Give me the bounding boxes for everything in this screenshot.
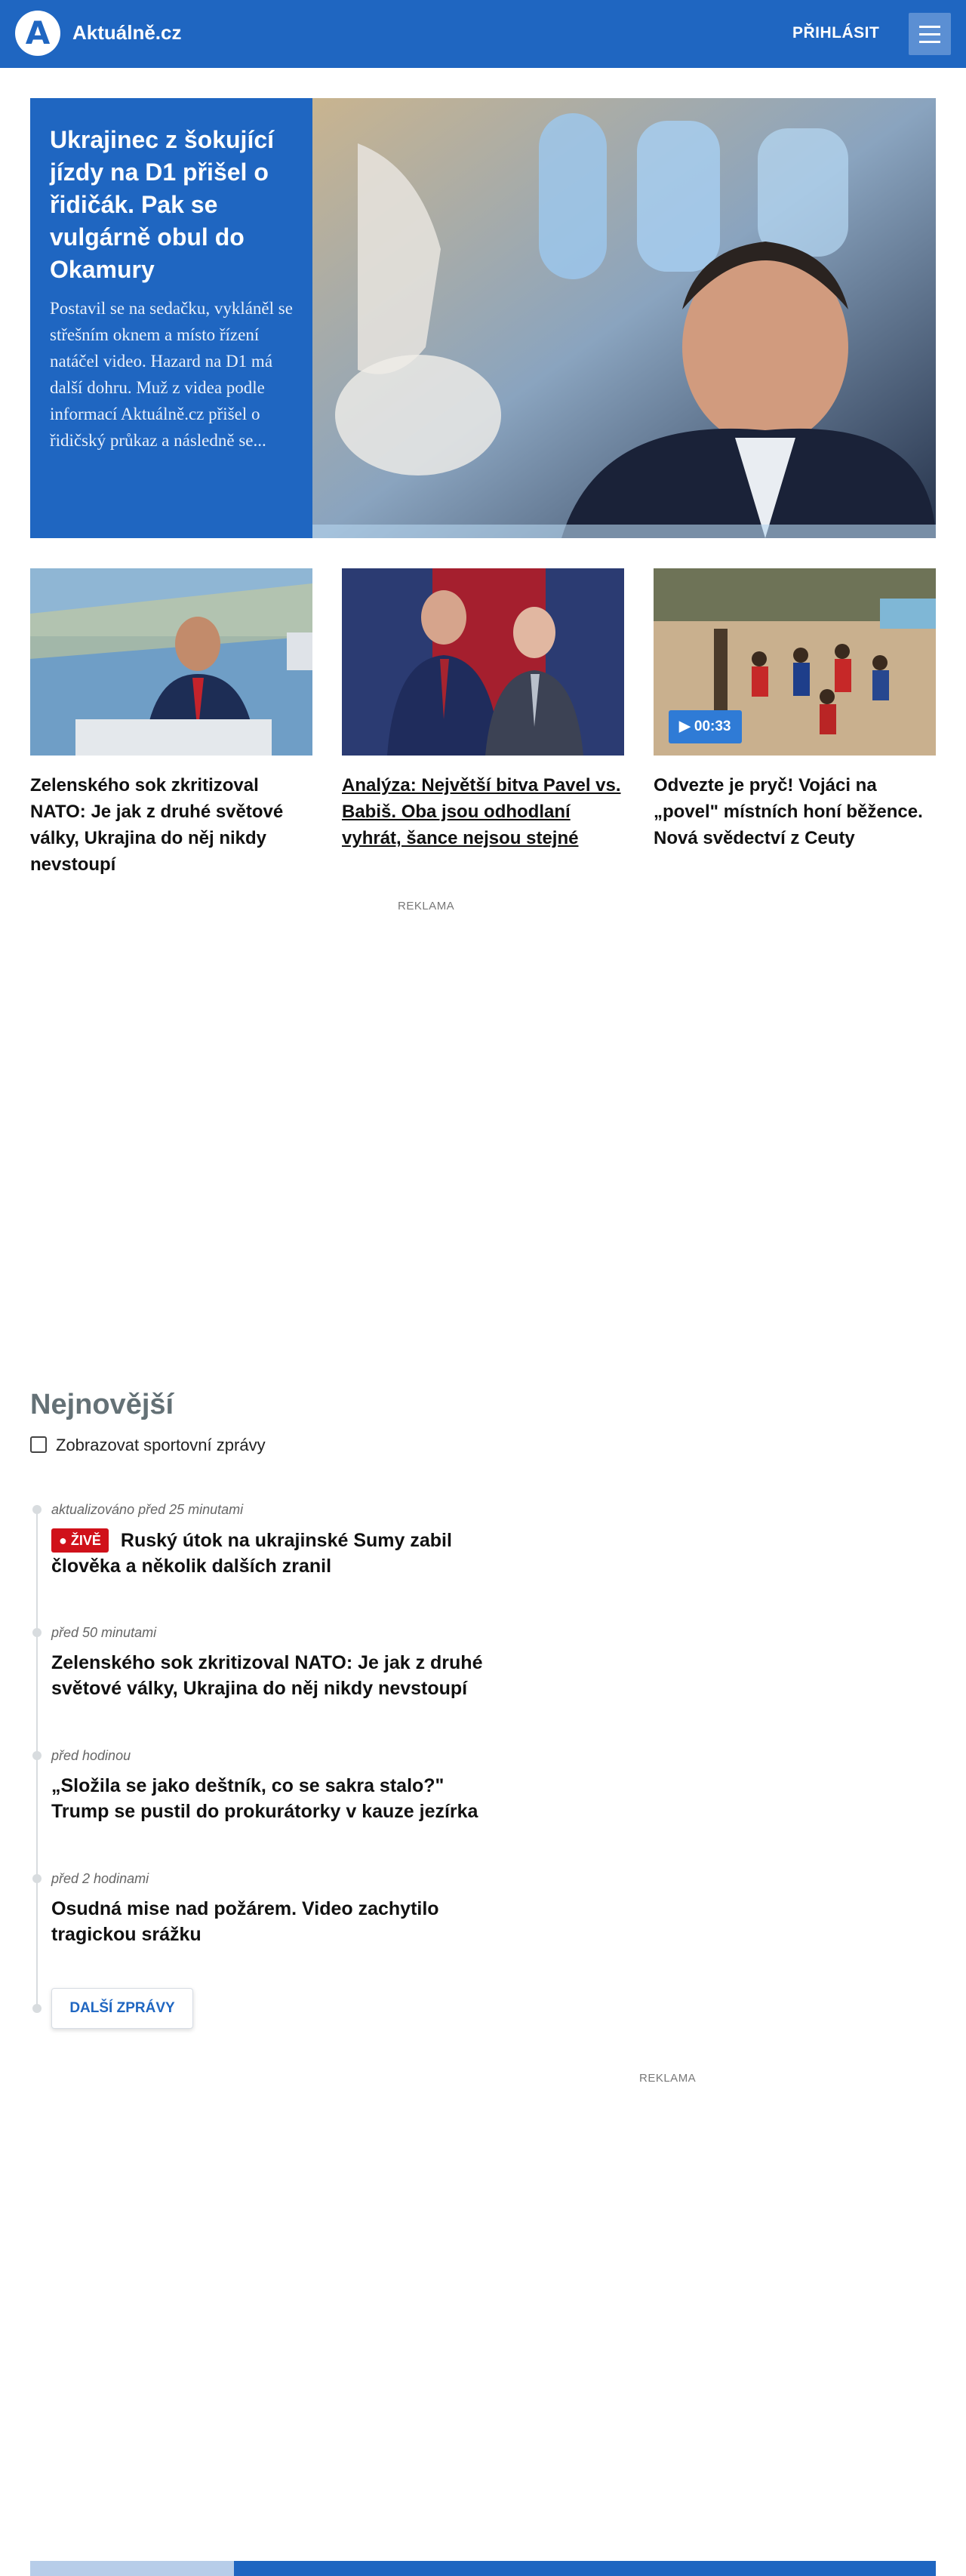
more-news-button[interactable]: DALŠÍ ZPRÁVY [51, 1988, 193, 2029]
news-time: před 2 hodinami [51, 1871, 149, 1886]
article-image[interactable] [342, 568, 624, 756]
article-image[interactable] [30, 568, 312, 756]
site-name[interactable]: Aktuálně.cz [72, 21, 182, 44]
timeline-dot [32, 1874, 42, 1883]
bottom-section-tab[interactable] [30, 2561, 234, 2576]
timeline-dot [32, 1628, 42, 1637]
timeline-dot [32, 2004, 42, 2013]
live-badge: ● ŽIVĚ [51, 1528, 109, 1553]
ad-label: REKLAMA [639, 2072, 697, 2085]
play-icon: ▶ [679, 719, 691, 734]
hero-title[interactable]: Ukrajinec z šokující jízdy na D1 přišel o řidičák. Pak se vulgárně obul do Okamury [50, 126, 275, 283]
site-logo[interactable] [15, 11, 60, 56]
hero-text [50, 124, 295, 454]
hero-article[interactable] [30, 98, 936, 538]
news-title[interactable] [51, 1528, 504, 1579]
news-title[interactable]: Osudná mise nad požárem. Video zachytilo tragickou srážku [51, 1898, 439, 1945]
sport-checkbox[interactable] [30, 1436, 47, 1453]
hero-perex: Postavil se na sedačku, vykláněl se střešním oknem a místo řízení natáčel video. Hazard na D1 má další dohru. Muž z videa podle informací Aktuálně.cz přišel o řidičský průkaz a následně se... [50, 299, 293, 450]
timeline-dot [32, 1751, 42, 1760]
latest-heading: Nejnovější [30, 1389, 174, 1420]
news-time: před hodinou [51, 1748, 131, 1763]
ad-label: REKLAMA [398, 900, 455, 913]
hero-photo [312, 98, 936, 538]
logo-letter: A [25, 14, 51, 51]
top-navigation-bar [0, 0, 966, 68]
menu-button[interactable] [909, 13, 951, 55]
article-card[interactable] [342, 568, 624, 851]
article-photo [30, 568, 312, 756]
news-time: aktualizováno před 25 minutami [51, 1502, 244, 1517]
article-title[interactable]: Zelenského sok zkritizoval NATO: Je jak z druhé světové války, Ukrajina do něj nikdy nevstoupí [30, 775, 284, 875]
article-title[interactable]: Analýza: Největší bitva Pavel vs. Babiš. Oba jsou odhodlaní vyhrát, šance nejsou stejné [342, 775, 621, 848]
article-photo [342, 568, 624, 756]
bottom-section-bar [234, 2561, 936, 2576]
video-duration-badge[interactable] [669, 710, 742, 743]
news-title-text[interactable]: Ruský útok na ukrajinské Sumy zabil člověka a několik dalších zranil [51, 1530, 452, 1577]
article-card[interactable] [654, 568, 936, 851]
news-title[interactable]: „Složila se jako deštník, co se sakra stalo?" Trump se pustil do prokurátorky v kauze jezírka [51, 1775, 478, 1822]
article-image[interactable] [654, 568, 936, 756]
article-card[interactable] [30, 568, 312, 878]
video-duration: 00:33 [694, 719, 731, 734]
news-title[interactable]: Zelenského sok zkritizoval NATO: Je jak z druhé světové války, Ukrajina do něj nikdy nevstoupí [51, 1652, 483, 1699]
news-time: před 50 minutami [51, 1625, 157, 1640]
sport-toggle-label[interactable]: Zobrazovat sportovní zprávy [56, 1436, 266, 1454]
login-link[interactable]: PŘIHLÁSIT [792, 24, 880, 42]
hero-image[interactable] [312, 98, 936, 538]
timeline-dot [32, 1505, 42, 1514]
article-title[interactable]: Odvezte je pryč! Vojáci na „povel" místních honí běžence. Nová svědectví z Ceuty [654, 775, 923, 848]
